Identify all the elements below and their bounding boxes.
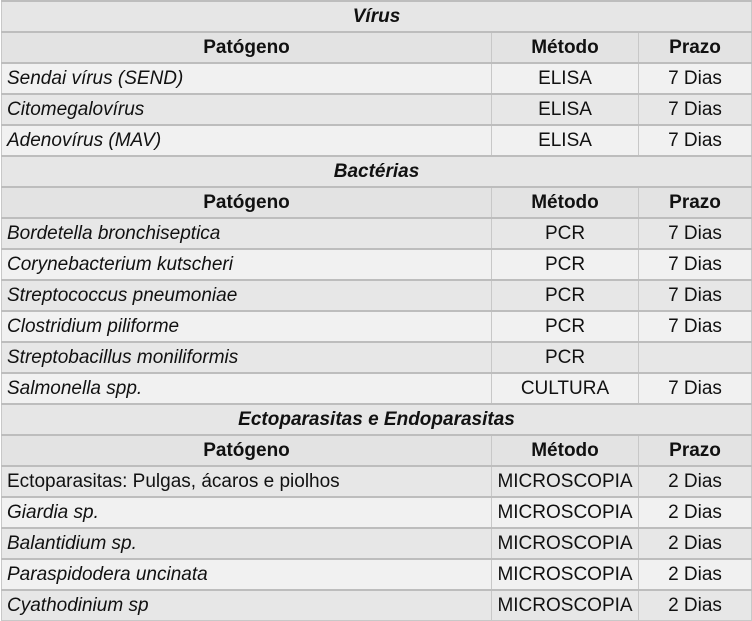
table-row xyxy=(2,559,752,590)
table-row xyxy=(2,342,752,373)
pathogen-table xyxy=(1,0,752,621)
method-cell: CULTURA xyxy=(492,373,639,404)
deadline-cell: 7 Dias xyxy=(639,94,752,125)
method-cell: ELISA xyxy=(492,125,639,156)
section-title-row xyxy=(2,156,752,187)
deadline-cell: 7 Dias xyxy=(639,125,752,156)
method-cell: MICROSCOPIA xyxy=(492,590,639,621)
method-cell: PCR xyxy=(492,249,639,280)
table-row xyxy=(2,218,752,249)
table-row xyxy=(2,63,752,94)
column-header-method: Método xyxy=(492,187,639,218)
table-row xyxy=(2,94,752,125)
pathogen-cell: Clostridium piliforme xyxy=(2,311,492,342)
pathogen-cell: Cyathodinium sp xyxy=(2,590,492,621)
deadline-cell: 7 Dias xyxy=(639,218,752,249)
pathogen-cell: Streptobacillus moniliformis xyxy=(2,342,492,373)
column-header-deadline: Prazo xyxy=(639,435,752,466)
pathogen-cell: Adenovírus (MAV) xyxy=(2,125,492,156)
pathogen-cell: Corynebacterium kutscheri xyxy=(2,249,492,280)
section-title-row xyxy=(2,404,752,435)
pathogen-cell: Giardia sp. xyxy=(2,497,492,528)
table-row xyxy=(2,528,752,559)
column-header-pathogen: Patógeno xyxy=(2,435,492,466)
deadline-cell: 2 Dias xyxy=(639,559,752,590)
pathogen-cell: Ectoparasitas: Pulgas, ácaros e piolhos xyxy=(2,466,492,497)
deadline-cell: 7 Dias xyxy=(639,373,752,404)
column-header-pathogen: Patógeno xyxy=(2,187,492,218)
method-cell: PCR xyxy=(492,280,639,311)
table-row xyxy=(2,497,752,528)
method-cell: MICROSCOPIA xyxy=(492,559,639,590)
table-row xyxy=(2,280,752,311)
column-header-deadline: Prazo xyxy=(639,187,752,218)
deadline-cell: 2 Dias xyxy=(639,466,752,497)
section-title: Ectoparasitas e Endoparasitas xyxy=(2,404,752,435)
method-cell: PCR xyxy=(492,218,639,249)
section-title-row xyxy=(2,1,752,32)
table-row xyxy=(2,373,752,404)
pathogen-cell: Sendai vírus (SEND) xyxy=(2,63,492,94)
deadline-cell: 7 Dias xyxy=(639,249,752,280)
column-header-row xyxy=(2,435,752,466)
column-header-method: Método xyxy=(492,435,639,466)
method-cell: MICROSCOPIA xyxy=(492,528,639,559)
method-cell: MICROSCOPIA xyxy=(492,497,639,528)
deadline-cell: 7 Dias xyxy=(639,280,752,311)
section-title: Vírus xyxy=(2,1,752,32)
pathogen-cell: Citomegalovírus xyxy=(2,94,492,125)
pathogen-cell: Streptococcus pneumoniae xyxy=(2,280,492,311)
method-cell: ELISA xyxy=(492,94,639,125)
table-row xyxy=(2,249,752,280)
deadline-cell: 7 Dias xyxy=(639,311,752,342)
column-header-row xyxy=(2,187,752,218)
deadline-cell: 2 Dias xyxy=(639,528,752,559)
column-header-row xyxy=(2,32,752,63)
pathogen-cell: Bordetella bronchiseptica xyxy=(2,218,492,249)
column-header-pathogen: Patógeno xyxy=(2,32,492,63)
pathogen-cell: Paraspidodera uncinata xyxy=(2,559,492,590)
method-cell: ELISA xyxy=(492,63,639,94)
deadline-cell xyxy=(639,342,752,373)
method-cell: PCR xyxy=(492,342,639,373)
pathogen-cell: Salmonella spp. xyxy=(2,373,492,404)
deadline-cell: 2 Dias xyxy=(639,590,752,621)
column-header-method: Método xyxy=(492,32,639,63)
table-row xyxy=(2,125,752,156)
deadline-cell: 7 Dias xyxy=(639,63,752,94)
table-row xyxy=(2,590,752,621)
pathogen-cell: Balantidium sp. xyxy=(2,528,492,559)
method-cell: MICROSCOPIA xyxy=(492,466,639,497)
table-row xyxy=(2,466,752,497)
method-cell: PCR xyxy=(492,311,639,342)
deadline-cell: 2 Dias xyxy=(639,497,752,528)
column-header-deadline: Prazo xyxy=(639,32,752,63)
pathogen-table-body xyxy=(2,1,752,621)
table-row xyxy=(2,311,752,342)
section-title: Bactérias xyxy=(2,156,752,187)
